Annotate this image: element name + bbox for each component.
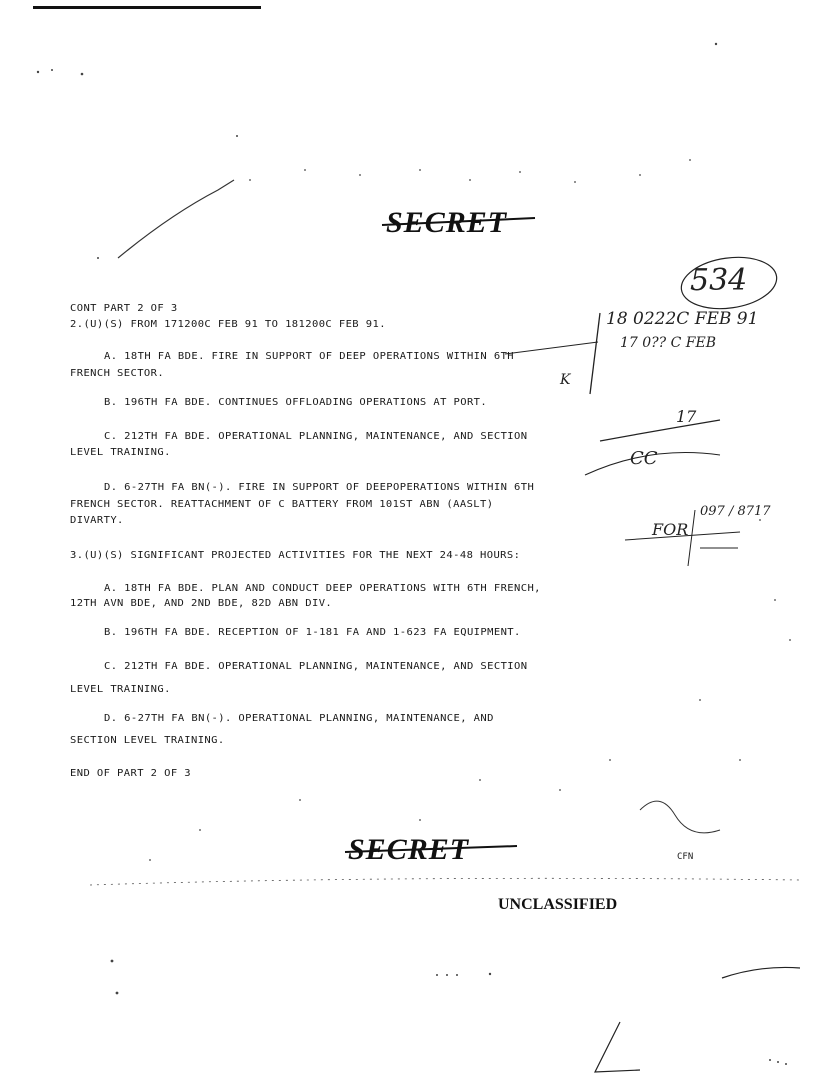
handwritten-circled-number: 534 <box>690 263 748 298</box>
handwritten-date-note: 18 0222C FEB 91 <box>606 309 759 329</box>
classification-stamp-bottom: SECRET <box>348 833 470 866</box>
part-header: CONT PART 2 OF 3 <box>70 303 178 314</box>
section-3-item-a: A. 18TH FA BDE. PLAN AND CONDUCT DEEP OPERATIONS WITH 6TH FRENCH, <box>104 583 541 594</box>
section-3-item-c: C. 212TH FA BDE. OPERATIONAL PLANNING, MAINTENANCE, AND SECTION <box>104 661 528 672</box>
section-2-item-d-cont: FRENCH SECTOR. REATTACHMENT OF C BATTERY FROM 101ST ABN (AASLT) <box>70 499 494 510</box>
pen-line <box>722 967 800 978</box>
handwritten-k-mark: K <box>560 372 571 388</box>
handwritten-for-value: 097 / 8717 <box>700 504 771 519</box>
handwritten-date-note-2: 17 0?? C FEB <box>620 335 717 351</box>
top-border-line <box>33 6 261 9</box>
section-2-item-c-cont: LEVEL TRAINING. <box>70 447 171 458</box>
section-2-item-c: C. 212TH FA BDE. OPERATIONAL PLANNING, MAINTENANCE, AND SECTION <box>104 431 528 442</box>
handwritten-cc-mark: CC <box>630 448 658 469</box>
section-2-item-d-cont-2: DIVARTY. <box>70 515 124 526</box>
pen-line <box>590 313 600 394</box>
section-3-item-a-cont: 12TH AVN BDE, AND 2ND BDE, 82D ABN DIV. <box>70 598 333 609</box>
section-3-item-c-cont: LEVEL TRAINING. <box>70 684 171 695</box>
pen-line <box>688 510 695 566</box>
section-3-item-b: B. 196TH FA BDE. RECEPTION OF 1-181 FA AND 1-623 FA EQUIPMENT. <box>104 627 521 638</box>
pen-line <box>600 420 720 441</box>
handwritten-number: 17 <box>676 407 697 426</box>
section-2-item-a: A. 18TH FA BDE. FIRE IN SUPPORT OF DEEP OPERATIONS WITHIN 6TH <box>104 351 515 362</box>
scan-stroke <box>118 180 234 258</box>
section-2-item-b: B. 196TH FA BDE. CONTINUES OFFLOADING OPERATIONS AT PORT. <box>104 397 488 408</box>
handwritten-for-note: FOR <box>652 520 689 539</box>
pen-line <box>595 1022 640 1072</box>
unclassified-marking: UNCLASSIFIED <box>498 896 618 913</box>
section-2-item-d: D. 6-27TH FA BN(-). FIRE IN SUPPORT OF DEEPOPERATIONS WITHIN 6TH <box>104 482 535 493</box>
section-3-item-d: D. 6-27TH FA BN(-). OPERATIONAL PLANNING, MAINTENANCE, AND <box>104 713 494 724</box>
section-3-heading: 3.(U)(S) SIGNIFICANT PROJECTED ACTIVITIES FOR THE NEXT 24-48 HOURS: <box>70 550 521 561</box>
scan-stroke <box>640 801 720 833</box>
section-2-heading: 2.(U)(S) FROM 171200C FEB 91 TO 181200C FEB 91. <box>70 319 386 330</box>
section-2-item-a-cont: FRENCH SECTOR. <box>70 368 165 379</box>
handwritten-initials: CFN <box>677 852 694 862</box>
pen-line <box>505 342 598 354</box>
end-of-part-line: END OF PART 2 OF 3 <box>70 768 191 779</box>
section-3-item-d-cont: SECTION LEVEL TRAINING. <box>70 735 225 746</box>
scan-noise <box>90 878 800 885</box>
classification-stamp-top: SECRET <box>386 206 508 239</box>
